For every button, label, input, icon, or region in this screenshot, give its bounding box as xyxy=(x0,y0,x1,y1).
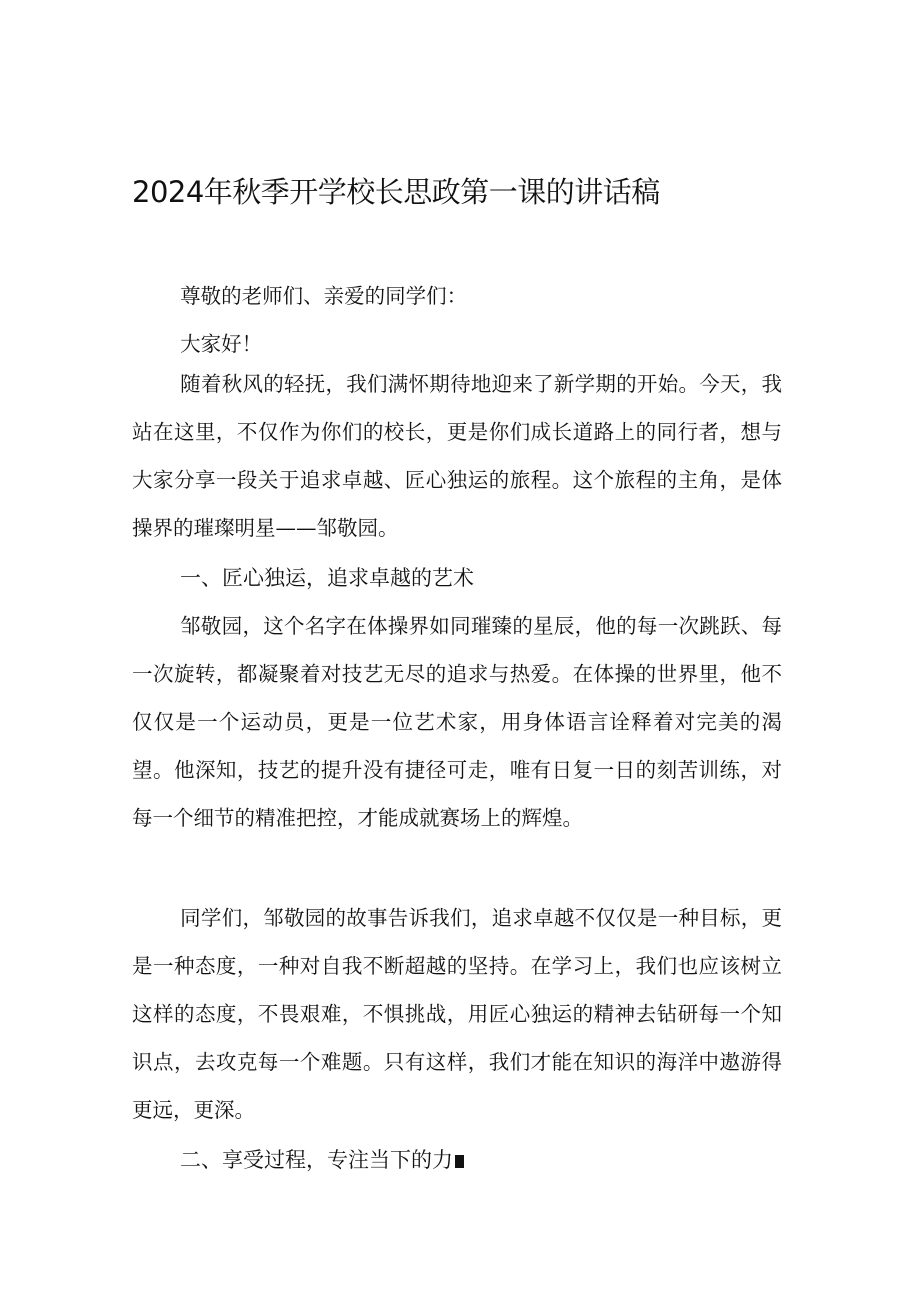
cursor-block-icon xyxy=(455,1155,464,1168)
salutation: 尊敬的老师们、亲爱的同学们： xyxy=(180,284,468,308)
document-title: 2024年秋季开学校长思政第一课的讲话稿 xyxy=(132,175,660,209)
intro-paragraph: 随着秋风的轻抚，我们满怀期待地迎来了新学期的开始。今天，我站在这里，不仅作为你们的校长，更是你们成长道路上的同行者，想与大家分享一段关于追求卓越、匠心独运的旅程。这个旅程的主角，是体操界的璀璨明星——邹敬园。 xyxy=(132,372,782,540)
section-heading-2 xyxy=(132,1136,782,1184)
greeting: 大家好！ xyxy=(180,332,263,356)
section1-paragraph-2: 同学们，邹敬园的故事告诉我们，追求卓越不仅仅是一种目标，更是一种态度，一种对自我不断超越的坚持。在学习上，我们也应该树立这样的态度，不畏艰难，不惧挑战，用匠心独运的精神去钻研每一个知识点，去攻克每一个难题。只有这样，我们才能在知识的海洋中遨游得更远，更深。 xyxy=(132,906,782,1122)
section-heading-2-text: 二、享受过程，专注当下的力 xyxy=(180,1148,453,1172)
section1-paragraph-1: 邹敬园，这个名字在体操界如同璀臻的星辰，他的每一次跳跃、每一次旋转，都凝聚着对技艺无尽的追求与热爱。在体操的世界里，他不仅仅是一个运动员，更是一位艺术家，用身体语言诠释着对完美的渴望。他深知，技艺的提升没有捷径可走，唯有日复一日的刻苦训练，对每一个细节的精准把控，才能成就赛场上的辉煌。 xyxy=(132,614,782,830)
section-heading-1: 一、匠心独运，追求卓越的艺术 xyxy=(180,566,474,590)
